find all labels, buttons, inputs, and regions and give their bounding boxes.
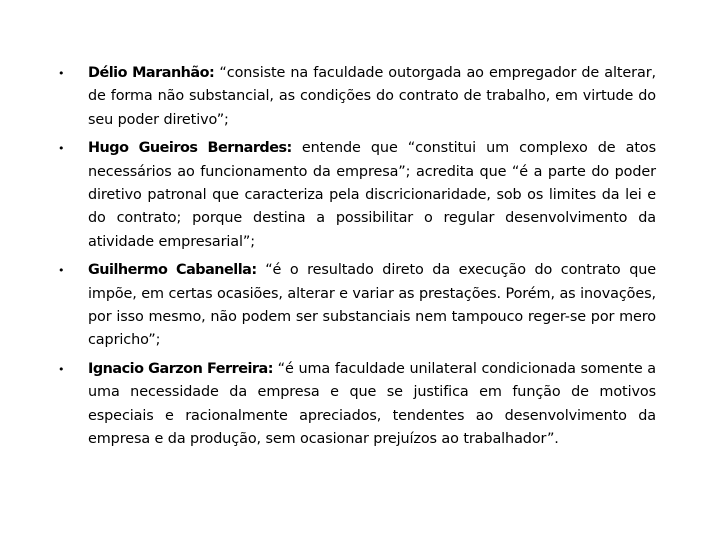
bullet-icon: •: [58, 142, 65, 156]
quote-author: Délio Maranhão:: [88, 65, 215, 81]
quote-author: Guilhermo Cabanella:: [88, 262, 257, 279]
quote-text: “consiste na faculdade outorgada ao empregador de alterar, de forma não substancial, as condições do contrato de trabalho, em virtude do seu poder diretivo”;: [88, 65, 656, 128]
quote-text: entende que “constitui um complexo de atos necessários ao funcionamento da empresa”; acredita que “é a parte do poder diretivo patronal que caracteriza pela discricionaridade, sob os limites da lei e do contrato; porque destina a possibilitar o regular desenvolvimento da atividade empresarial”;: [88, 140, 656, 250]
bullet-icon: •: [58, 67, 65, 80]
bullet-icon: •: [58, 362, 65, 376]
bullet-icon: •: [58, 264, 65, 278]
quote-text: “é uma faculdade unilateral condicionada somente a uma necessidade da empresa e que se justifica em função de motivos especiais e racionalmente apreciados, tendentes ao desenvolvimento da empresa e da produção, sem ocasionar prejuízos ao trabalhador”.: [88, 360, 656, 448]
quote-item-hugo-gueiros-bernardes: [56, 137, 656, 254]
quote-list: [56, 62, 656, 457]
quote-item-ignacio-garzon-ferreira: [56, 358, 656, 452]
quote-item-guilhermo-cabanella: [56, 259, 656, 353]
quote-author: Hugo Gueiros Bernardes:: [88, 140, 292, 157]
quote-text: “é o resultado direto da execução do contrato que impõe, em certas ocasiões, alterar e variar as prestações. Porém, as inovações, por isso mesmo, não podem ser substanciais nem tampouco reger-se por mero capricho”;: [88, 262, 657, 349]
quote-author: Ignacio Garzon Ferreira:: [88, 360, 273, 377]
quote-item-delio-maranhao: [56, 62, 656, 132]
